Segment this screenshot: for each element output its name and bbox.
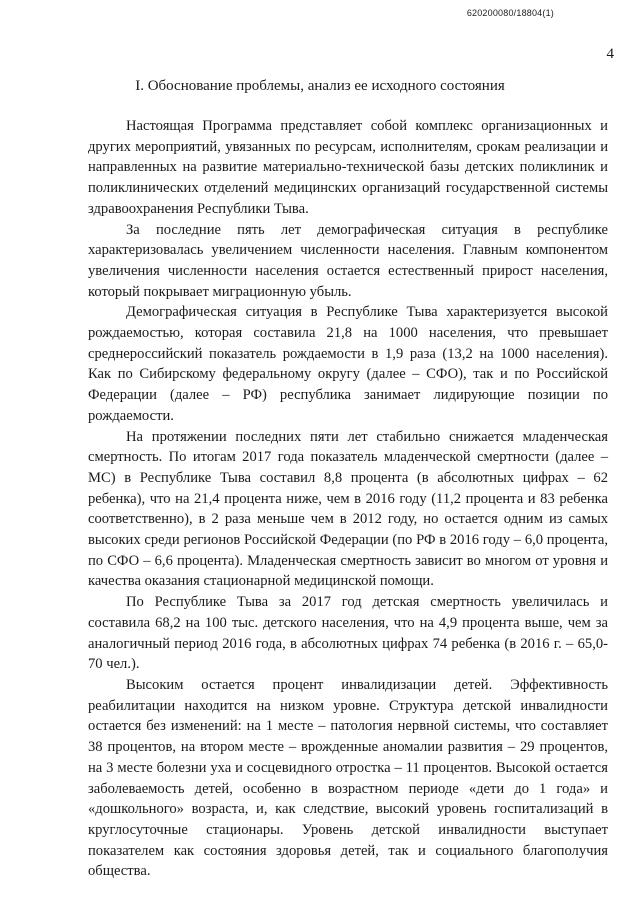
- paragraph: Демографическая ситуация в Республике Тыва характеризуется высокой рождаемостью, которая составила 21,8 на 1000 населения, что превышает среднероссийский показатель рождаемости в 1,9 раза (13,2 на 1000 населения). Как по Сибирскому федеральному округу (далее – СФО), так и по Российской Федерации (далее – РФ) республика занимает лидирующие позиции по рождаемости.: [88, 304, 608, 424]
- document-id: 620200080/18804(1): [466, 8, 554, 18]
- page-number: 4: [606, 46, 614, 62]
- document-body: [88, 116, 608, 882]
- paragraph: Высоким остается процент инвалидизации детей. Эффективность реабилитации находится на низком уровне. Структура детской инвалидности остается без изменений: на 1 месте – патология нервной системы, что составляет 38 процентов, на втором месте – врожденные аномалии развития – 29 процентов, на 3 месте болезни уха и сосцевидного отростка – 11 процентов. Высокой остается заболеваемость детей, особенно в возрастном периоде «дети до 1 года» и «дошкольного» возраста, и, как следствие, высокий уровень госпитализаций в круглосуточные стационары. Уровень детской инвалидности выступает показателем как состояния здоровья детей, так и социального благополучия общества.: [88, 676, 608, 880]
- paragraph: По Республике Тыва за 2017 год детская смертность увеличилась и составила 68,2 на 100 тыс. детского населения, что на 4,9 процента выше, чем за аналогичный период 2016 года, в абсолютных цифрах 74 ребенка (в 2016 г. – 65,0-70 чел.).: [88, 594, 608, 673]
- paragraph: За последние пять лет демографическая ситуация в республике характеризовалась увеличением численности населения. Главным компонентом увеличения численности населения остается естественный прирост населения, который покрывает миграционную убыль.: [88, 221, 608, 300]
- section-heading: I. Обоснование проблемы, анализ ее исходного состояния: [135, 78, 505, 94]
- paragraph: На протяжении последних пяти лет стабильно снижается младенческая смертность. По итогам 2017 года показатель младенческой смертности (далее – МС) в Республике Тыва составил 8,8 процента (в абсолютных цифрах – 62 ребенка), что на 21,4 процента ниже, чем в 2016 году (11,2 процента и 83 ребенка соответственно), в 2 раза меньше чем в 2012 году, но остается одним из самых высоких среди регионов Российской Федерации (по РФ в 2016 году – 6,0 процента, по СФО – 6,6 процента). Младенческая смертность зависит во многом от уровня и качества оказания стационарной медицинской помощи.: [88, 428, 608, 590]
- paragraph: Настоящая Программа представляет собой комплекс организационных и других мероприятий, увязанных по ресурсам, исполнителям, срокам реализации и направленных на развитие материально-технической базы детских поликлиник и поликлинических отделений медицинских организаций государственной системы здравоохранения Республики Тыва.: [88, 118, 608, 217]
